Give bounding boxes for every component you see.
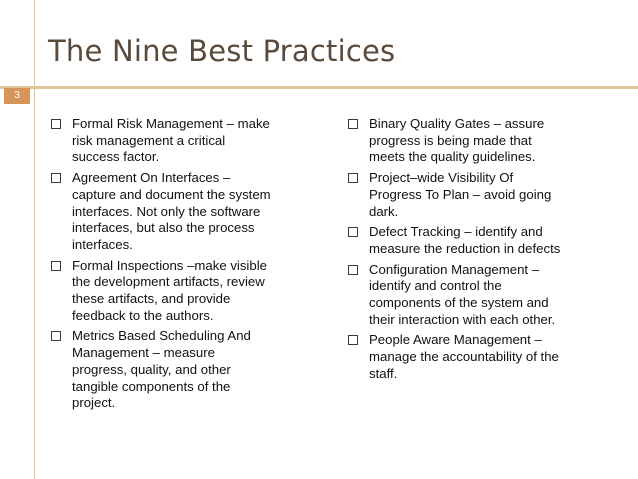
square-bullet-icon <box>348 335 358 345</box>
square-bullet-icon <box>348 265 358 275</box>
bullet-text: People Aware Management – manage the accountability of the staff. <box>369 332 559 381</box>
bullet-text: Binary Quality Gates – assure progress is being made that meets the quality guidelines. <box>369 116 545 165</box>
bullet-text: Project–wide Visibility Of Progress To Plan – avoid going dark. <box>369 170 552 219</box>
square-bullet-icon <box>348 227 358 237</box>
bullet-item <box>50 116 320 166</box>
square-bullet-icon <box>348 119 358 129</box>
bullet-text: Metrics Based Scheduling And Management – measure progress, quality, and other tangible components of the project. <box>72 328 251 411</box>
bullet-item <box>50 328 320 412</box>
bullet-item <box>347 116 617 166</box>
slide-title: The Nine Best Practices <box>48 34 396 68</box>
square-bullet-icon <box>51 331 61 341</box>
square-bullet-icon <box>51 261 61 271</box>
bullet-item <box>347 170 617 220</box>
bullet-text: Defect Tracking – identify and measure the reduction in defects <box>369 224 561 256</box>
bullet-item <box>50 258 320 325</box>
right-bullet-column <box>347 116 617 387</box>
bullet-text: Configuration Management – identify and control the components of the system and their interaction with each other. <box>369 261 556 327</box>
bullet-item <box>347 332 617 382</box>
bullet-text: Agreement On Interfaces – capture and document the system interfaces. Not only the software interfaces, but also the process interfaces. <box>72 170 271 252</box>
bullet-text: Formal Risk Management – make risk management a critical success factor. <box>72 116 270 165</box>
bullet-item <box>50 170 320 254</box>
vertical-accent-rule <box>34 0 35 479</box>
slide-number-badge: 3 <box>4 88 30 104</box>
bullet-text: Formal Inspections –make visible the development artifacts, review these artifacts, and provide feedback to the authors. <box>72 257 267 323</box>
bullet-item <box>347 262 617 329</box>
horizontal-accent-rule <box>0 86 638 89</box>
square-bullet-icon <box>348 173 358 183</box>
square-bullet-icon <box>51 173 61 183</box>
left-bullet-column <box>50 116 320 416</box>
square-bullet-icon <box>51 119 61 129</box>
bullet-item <box>347 224 617 257</box>
